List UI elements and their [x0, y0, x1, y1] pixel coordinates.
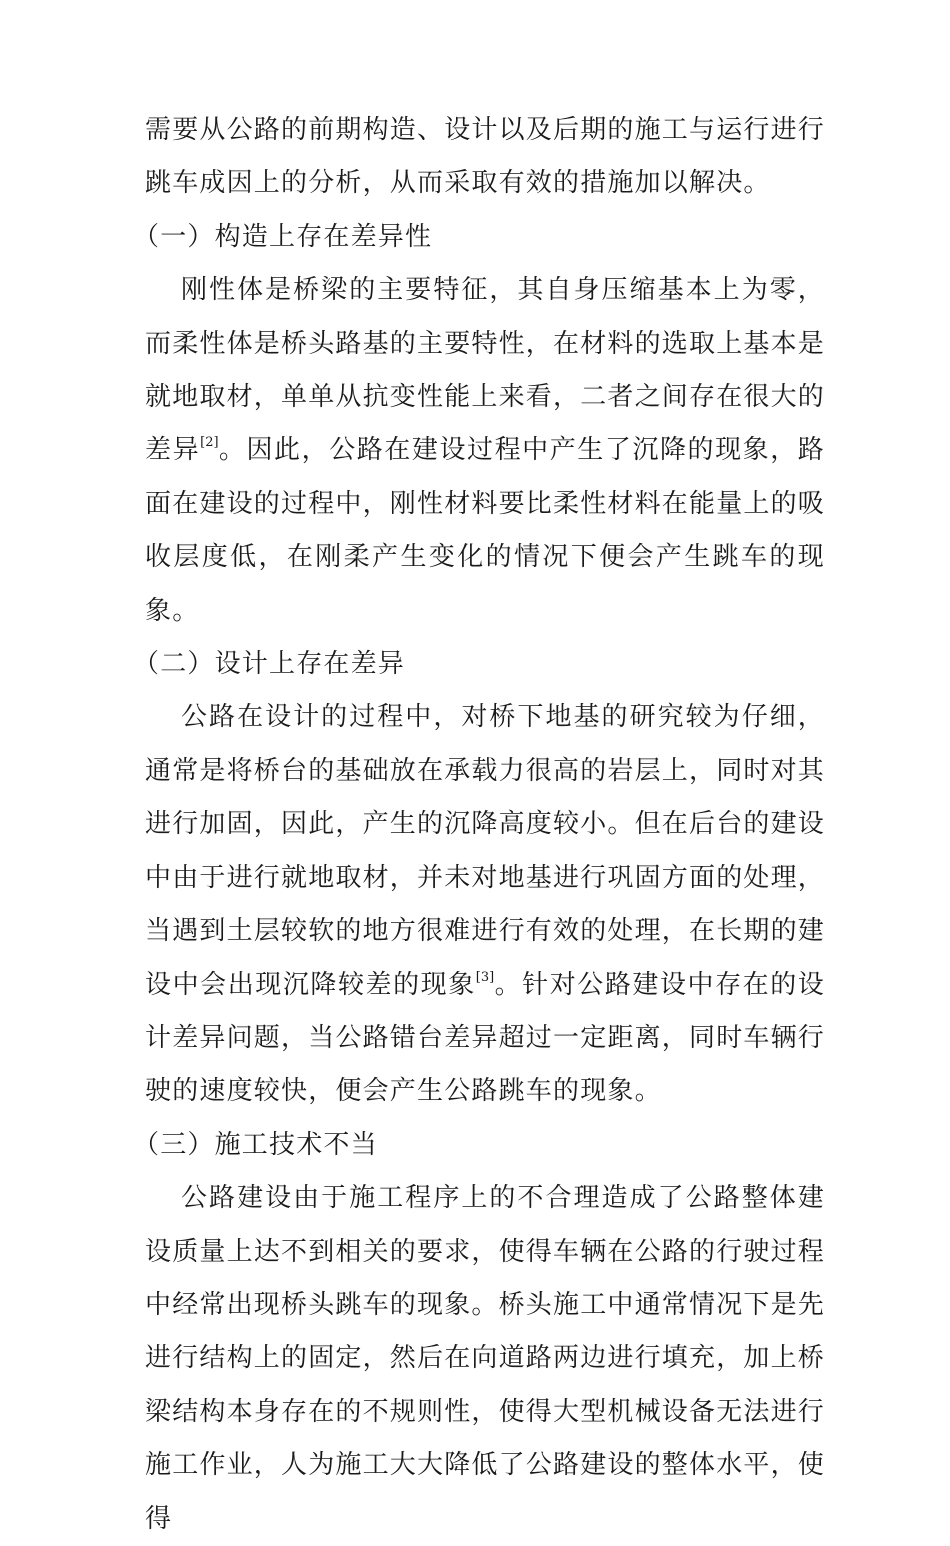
- paragraph-continuation: 需要从公路的前期构造、设计以及后期的施工与运行进行跳车成因上的分析，从而采取有效的措施加以解决。: [145, 115, 826, 199]
- paragraph-construction-technique: 公路建设由于施工程序上的不合理造成了公路整体建设质量上达不到相关的要求，使得车辆在公路的行驶过程中经常出现桥头跳车的现象。桥头施工中通常情况下是先进行结构上的固定，然后在向道路两边进行填充，加上桥梁结构本身存在的不规则性，使得大型机械设备无法进行施工作业，人为施工大大降低了公路建设的整体水平，使得: [145, 1183, 826, 1534]
- paragraph-text: 。因此，公路在建设过程中产生了沉降的现象，路面在建设的过程中，刚性材料要比柔性材料在能量上的吸收层度低，在刚柔产生变化的情况下便会产生跳车的现象。: [145, 435, 826, 626]
- section-heading-2: （二）设计上存在差异: [133, 649, 406, 680]
- paragraph-design-difference: [145, 691, 825, 1118]
- paragraph-text: 刚性体是桥梁的主要特征，其自身压缩基本上为零，而柔性体是桥头路基的主要特性，在材料的选取上基本是就地取材，单单从抗变性能上来看，二者之间存在很大的差异: [145, 275, 826, 466]
- section-heading-3: （三）施工技术不当: [133, 1129, 378, 1160]
- section-heading-1: （一）构造上存在差异性: [133, 221, 433, 252]
- paragraph-text: 公路在设计的过程中，对桥下地基的研究较为仔细，通常是将桥台的基础放在承载力很高的岩层上，同时对其进行加固，因此，产生的沉降高度较小。但在后台的建设中由于进行就地取材，并未对地基进行巩固方面的处理，当遇到土层较软的地方很难进行有效的处理，在长期的建设中会出现沉降较差的现象: [145, 702, 826, 1000]
- paragraph-structure-difference: [145, 264, 825, 638]
- citation-3: [3]: [475, 969, 495, 985]
- document-body: [133, 104, 826, 1546]
- paragraph-text: 。针对公路建设中存在的设计差异问题，当公路错台差异超过一定距离，同时车辆行驶的速度较快，便会产生公路跳车的现象。: [145, 969, 826, 1107]
- citation-2: [2]: [200, 435, 219, 451]
